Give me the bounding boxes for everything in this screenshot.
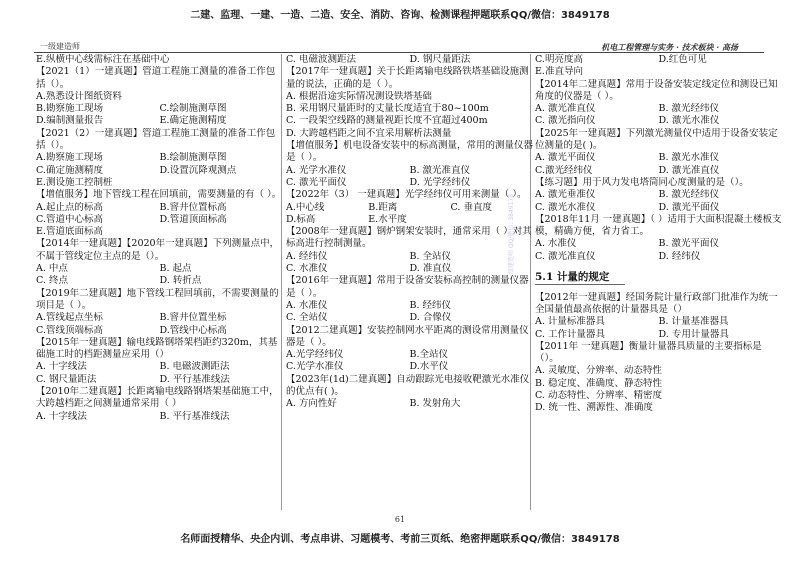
option-row (36, 103, 283, 115)
option-row (36, 312, 283, 324)
option-row (286, 312, 533, 324)
option-row (36, 214, 283, 226)
option-row (535, 54, 782, 66)
option: D. 平行基准线法 (159, 373, 230, 385)
text-line: E.管道底面标高 (36, 226, 103, 238)
option: C.绘制施测草图 (159, 103, 227, 115)
option: D. 转折点 (159, 275, 202, 287)
question-text: 【2012二建真题】安装控制网水平距离的测设常用测量仪器是（ ）。 (286, 324, 529, 348)
column-3-top (535, 54, 782, 263)
option: A.中心线 (286, 201, 325, 213)
option: E.确定施测精度 (159, 115, 227, 127)
option: D. 光学经纬仪 (409, 176, 471, 188)
option-row (36, 202, 283, 214)
footer-banner: 名师面授精华、央企内训、考点串讲、习题模考、考前三页纸、绝密押题联系QQ/微信：3849178 (180, 534, 620, 545)
option-row (535, 316, 782, 328)
option-row (36, 374, 283, 386)
option: C.管线顶端标高 (36, 324, 103, 336)
option-row (286, 251, 533, 263)
option-row (535, 329, 782, 341)
option: C. 激光准直仪 (535, 250, 596, 262)
question-text: 【2017年一建真题】关于长距离输电线路铁塔基础设施测量的说法，正确的是（ ）。 (286, 66, 529, 90)
option: D. 激光水准仪 (658, 115, 720, 127)
text-line: E.测设施工控制桩 (36, 176, 113, 188)
option: D. 经纬仪 (658, 250, 701, 262)
option: B.勘察施工现场 (36, 103, 104, 115)
option: B.距离 (368, 201, 398, 213)
option: C.确定施测精度 (36, 164, 103, 176)
question-text: 【2022年（3） 一建真题】光学经纬仪可用来测量（ ）。 (286, 189, 527, 201)
option-row (36, 115, 283, 127)
header-right: 机电工程管理与实务 · 技术板块 · 高扬 (601, 42, 738, 52)
option: A.勘察施工现场 (36, 152, 103, 164)
option-row (286, 398, 533, 410)
question-text: 【2010年二建真题】长距离输电线路钢塔架基础施工中，大跨越档距之间测量通常采用（ ） (36, 386, 279, 410)
option: D.管线中心标高 (159, 324, 227, 336)
option: B.窨井位置坐标 (159, 312, 227, 324)
option: A. 激光准直仪 (535, 103, 596, 115)
option-row (535, 115, 782, 127)
option: B. 经纬仪 (409, 299, 452, 311)
option-row (535, 251, 782, 263)
option: D.标高 (286, 213, 316, 225)
option: C. 激光平面仪 (286, 176, 347, 188)
option-row (36, 152, 283, 164)
option: D.设置沉降观测点 (159, 164, 237, 176)
option: A. 计量标准器具 (535, 316, 605, 328)
option-row (286, 54, 533, 66)
option: C. 垂直度 (450, 201, 492, 213)
option-row (535, 238, 782, 250)
question-text: 【增值服务】机电设备安装中的标高测量，常用的测量仪器是（ ）。 (286, 140, 533, 164)
question-text: 【2019年二建真题】地下管线工程回填前，不需要测量的项目是（ ）。 (36, 287, 279, 311)
question-text: 【2014年二建真题】常用于设备安装定线定位和测设已知角度的仪器是（ ）。 (535, 78, 778, 102)
option-row (535, 103, 782, 115)
option: B. 平行基准线法 (159, 410, 230, 422)
option: A. 经纬仪 (286, 250, 328, 262)
option: C.激光经纬仪 (535, 164, 593, 176)
option: B.全站仪 (409, 349, 449, 361)
option: B. 激光经纬仪 (658, 103, 720, 115)
option-row (36, 263, 283, 275)
top-banner: 二建、监理、一建、一造、二造、安全、消防、咨询、检测课程押题联系QQ/微信：3849178 (190, 10, 610, 21)
option: C. 电磁波测距法 (286, 54, 356, 65)
text-line: D. 大跨越档距之间不宜采用解析法测量 (286, 127, 452, 139)
question-text: 【2011年 一建真题】衡量计量器具质量的主要指标是（）。 (535, 340, 762, 365)
text-line: D. 统一性、溯源性、准确度 (535, 402, 653, 414)
option: C. 终点 (36, 275, 68, 287)
option-row (286, 202, 533, 214)
option: B. 发射角大 (409, 398, 461, 410)
question-text: 【2015年一建真题】输电线路钢塔架档距约320m，其基础施工时的档距测量应采用（） (36, 336, 278, 361)
question-text: B. 采用钢尺量距时的丈量长度适宜于80~100m (286, 103, 489, 115)
question-text: 【2023年(1d)二建真题】自动跟踪光电接收靶激光水准仪的优点有( )。 (286, 373, 530, 398)
page-number: 61 (394, 515, 406, 524)
option: B. 激光准直仪 (409, 164, 471, 176)
option: A. 光学水准仪 (286, 164, 347, 176)
option: B. 激光经纬仪 (658, 189, 720, 201)
option: D. 激光准直仪 (658, 164, 720, 176)
option: B. 电磁波测距法 (159, 361, 230, 373)
option: C.管道中心标高 (36, 213, 103, 225)
question-text: 【2021（2）一建真题】管道工程施工测量的准备工作包括（）。 (36, 127, 276, 152)
option-row (286, 361, 533, 373)
option: C. 钢尺量距法 (36, 373, 97, 385)
option: B.窨井位置标高 (159, 201, 227, 213)
question-text: C. 一段架空线路的测量视距长度不宜超过400m (286, 115, 488, 127)
option: D.编制测量报告 (36, 115, 104, 127)
column-1 (36, 54, 283, 423)
text-line: A. 根据沿途实际情况测设铁塔基础 (286, 90, 432, 102)
column-2 (286, 54, 533, 411)
option-row (36, 165, 283, 177)
option: D.水平仪 (409, 361, 449, 373)
section-heading: 5.1 计量的规定 (535, 271, 625, 285)
option: D.管道顶面标高 (159, 213, 227, 225)
question-text: 【2021（1）一建真题】管道工程施工测量的准备工作包括（）。 (36, 66, 276, 90)
option: A. 激光垂准仪 (535, 189, 596, 201)
option: C. 水准仪 (286, 263, 328, 275)
option: A. 激光平面仪 (535, 152, 596, 164)
option: C.光学水准仪 (286, 361, 344, 373)
column-3 (535, 54, 782, 415)
option-row (535, 202, 782, 214)
question-text: 【练习题】用于风力发电塔筒同心度测量的是（）。 (535, 176, 749, 188)
option: B. 计量基准器具 (658, 316, 729, 328)
question-text: 【2012年一建真题】经国务院计量行政部门批准作为统一全国量值最高依据的计量器具是（） (535, 291, 778, 315)
option: D.红色可见 (658, 54, 707, 65)
question-text: 【增值服务】地下管线工程在回填前，需要测量的有（ ）。 (36, 189, 282, 201)
option: B. 全站仪 (409, 250, 452, 262)
option: A.起止点的标高 (36, 201, 103, 213)
question-text: 【2025年一建真题】下列激光测量仪中适用于设备安装定位测量的是( )。 (535, 127, 778, 152)
option: A. 十字线法 (36, 361, 87, 373)
text-line: C. 动态特性、分辨率、精密度 (535, 390, 662, 402)
option (451, 214, 533, 226)
text-line: A.熟悉设计图纸资料 (36, 90, 122, 102)
option: B.绘制施测草图 (159, 152, 227, 164)
option: D. 激光平面仪 (658, 201, 720, 213)
option-row (286, 177, 533, 189)
option-row (286, 349, 533, 361)
option-row (36, 411, 283, 423)
option-row (36, 325, 283, 337)
option: A. 中点 (36, 263, 68, 275)
text-line: A. 灵敏度、分辨率、动态特性 (535, 365, 662, 377)
header-left: 一级建造师 (40, 42, 80, 51)
option-row (36, 361, 283, 373)
option: C. 工作计量器具 (535, 328, 605, 340)
option-row (286, 214, 533, 226)
question-text: 【2008年一建真题】钢炉钢架安装时，通常采用（ ）对其标高进行控制测量。 (286, 226, 532, 250)
option-row (535, 165, 782, 177)
option-row (535, 152, 782, 164)
option: D. 准直仪 (409, 263, 452, 275)
header-rule (34, 52, 764, 53)
option-row (36, 275, 283, 287)
option: A. 水准仪 (286, 299, 328, 311)
option-row (286, 300, 533, 312)
option-row (535, 189, 782, 201)
question-text: 【2014年一建真题】【2020年一建真题】下列测量点中，不属于管线定位主点的是（）。 (36, 238, 280, 262)
watermark: 一级建造师 QQ/微信: 3849178 (508, 193, 515, 280)
column-3-bottom (535, 292, 782, 415)
option: C. 激光水准仪 (535, 201, 596, 213)
text-line: B. 稳定度、准确度、静态特性 (535, 377, 663, 389)
text-line: E.准直导向 (535, 66, 583, 78)
question-text: 【2016年一建真题】常用于设备安装标高控制的测量仪器是（ ）。 (286, 275, 529, 299)
text-line: E.纵横中心线需标注在基础中心 (36, 54, 170, 65)
question-text: 【2018年11月 一建真题】（ ）适用于大面积混凝土楼板支模，精确方便，省力省工。 (535, 213, 782, 238)
option: D. 专用计量器具 (658, 328, 729, 340)
option: E.水平度 (368, 213, 407, 225)
option-row (286, 263, 533, 275)
option: A. 方向性好 (286, 398, 337, 410)
option: C. 全站仪 (286, 312, 328, 324)
option: B. 激光水准仪 (658, 152, 720, 164)
option: A.光学经纬仪 (286, 349, 344, 361)
option: A. 水准仪 (535, 238, 577, 250)
option-row (286, 165, 533, 177)
option: D. 合像仪 (409, 312, 452, 324)
option: A.管线起点坐标 (36, 312, 103, 324)
option: B. 起点 (159, 263, 192, 275)
option: A. 十字线法 (36, 410, 87, 422)
option: D. 钢尺量距法 (409, 54, 471, 65)
option: C. 激光指向仪 (535, 115, 596, 127)
option: B. 激光平面仪 (658, 238, 720, 250)
option: C.明亮度高 (535, 54, 583, 65)
